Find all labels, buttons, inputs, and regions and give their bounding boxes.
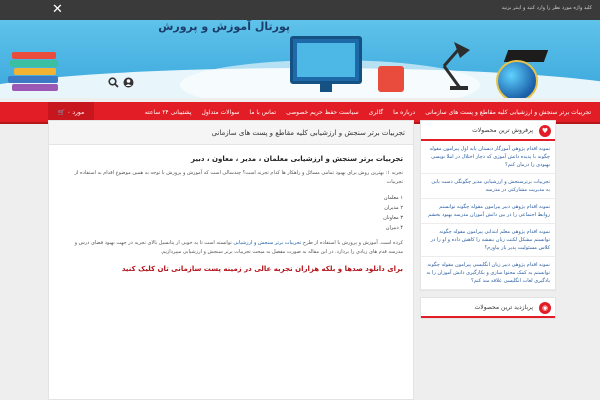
product-link[interactable]: نمونه اقدام پژوهی دبیر پیرامون مقوله چگونه توانستم روابط اجتماعی را در بین دانش آموزان مدرسه بهبود بخشم	[428, 204, 550, 218]
desk-lamp-illustration	[430, 40, 470, 90]
list-item[interactable]	[421, 257, 555, 290]
site-title[interactable]: پورتال آموزش و پرورش	[158, 20, 290, 33]
product-link[interactable]: نمونه اقدام پژوهی دبیر زبان انگلیسی پیرامون مقوله چگونه توانستم به کمک محتوا سازی و بکارگیری دانش آموزان را به یادگیری لغات انگلیسی علاقه مند کنم؟	[426, 262, 550, 284]
list-item[interactable]	[421, 174, 555, 199]
widget-title: پربازدید ترین محصولات	[474, 304, 533, 311]
site-banner	[0, 20, 600, 98]
widget-title: پرفروش ترین محصولات	[472, 127, 533, 134]
globe-illustration	[496, 60, 538, 98]
nav-item-experiences[interactable]: تجربیات برتر سنجش و ارزشیابی کلیه مقاطع و پست های سازمانی	[425, 109, 591, 116]
nav-item-privacy[interactable]: سیاست حفظ حریم خصوصی	[286, 109, 359, 116]
nav-item-gallery[interactable]: گالری	[368, 109, 384, 116]
cart-icon: 🛒	[57, 109, 66, 116]
heart-icon: ♥	[539, 125, 551, 137]
product-link[interactable]: نمونه اقدام پژوهی معلم ابتدایی پیرامون مقوله چگونه توانستم مشکل لکنت زبان بنفشه را کاهش داده و او را در کلاس مسئولیت پذیر بار بیاورم؟	[430, 229, 550, 251]
close-icon[interactable]: ✕	[52, 2, 63, 17]
sidebar	[420, 120, 556, 400]
article-intro: تجربه ۱: بهترین روش برای بهبود تمامی مسائل و راهکار ها کدام تجربه است؟ چندسالی است که آموزش و پرورش با توجه به همین موضوع اقدام به استفاده از تجربیات	[74, 170, 403, 185]
books-illustration	[8, 48, 64, 96]
product-link[interactable]: تجربیات برترسنجش و ارزشیابی مدیر چگونگی دست یابی به مدیریت مشارکتی در مدرسه	[431, 179, 550, 193]
search-hint: کلید واژه مورد نظر را وارد کنید و اینتر بزنید	[501, 5, 592, 11]
page-title: تجربیات برتر سنجش و ارزشیابی کلیه مقاطع و پست های سازمانی	[49, 121, 413, 145]
list-item[interactable]	[421, 199, 555, 224]
most-viewed-widget	[420, 297, 556, 319]
list-item: ۱ معلمان	[383, 195, 403, 201]
cart-count: ۰ مورد	[67, 109, 85, 116]
header-icons	[108, 77, 134, 88]
search-overlay-bar	[0, 0, 600, 20]
product-link[interactable]: نمونه اقدام پژوهی آموزگار دبستان پایه اول پیرامون مقوله چگونه با پدیده دانش آموزی که دچار اختلال در املا نویسی بهبودی را درمان کنم؟	[429, 146, 550, 168]
bestsellers-widget	[420, 120, 556, 291]
computer-illustration	[290, 36, 362, 84]
user-icon[interactable]	[123, 77, 134, 88]
role-list	[59, 193, 403, 233]
experiences-link[interactable]: تجربیات برتر سنجش و ارزشیابی	[233, 240, 302, 246]
list-item[interactable]	[421, 224, 555, 257]
list-item: ۳ معاونان	[383, 215, 403, 221]
nav-item-about[interactable]: درباره ما	[393, 109, 416, 116]
article-heading: تجربیات برتر سنجش و ارزشیابی معلمان ، مدیر ، معاون ، دبیر	[191, 155, 403, 163]
download-cta-link[interactable]: برای دانلود صدها و بلکه هزاران تجربه عالی در زمینه پست سازمانی تان کلیک کنید	[121, 265, 403, 273]
nav-item-faq[interactable]: سوالات متداول	[201, 109, 240, 116]
nav-item-support[interactable]: پشتیبانی ۲۴ ساعته	[144, 109, 192, 116]
article-panel	[48, 120, 414, 400]
list-item[interactable]	[421, 141, 555, 174]
pencil-cup-illustration	[378, 66, 404, 92]
nav-item-contact[interactable]: تماس با ما	[249, 109, 277, 116]
search-icon[interactable]	[108, 77, 119, 88]
list-item: ۴ دبیران	[385, 225, 403, 231]
list-item: ۲ مدیران	[384, 205, 403, 211]
eye-icon: ◉	[539, 302, 551, 314]
article-paragraph: کرده است. آموزش و پرورش با استفاده از طرح تجربیات برتر سنجش و ارزشیابی توانسته است تا به خوبی از پتانسیل بالای تجربه در جهت بهبود فضای درس و مدرسه قدم های زیادی را بردارد. در این مقاله به صورت مفصل به مبحث تجربیات برتر سنجش و ارزشیابی میپردازیم.	[74, 240, 403, 255]
